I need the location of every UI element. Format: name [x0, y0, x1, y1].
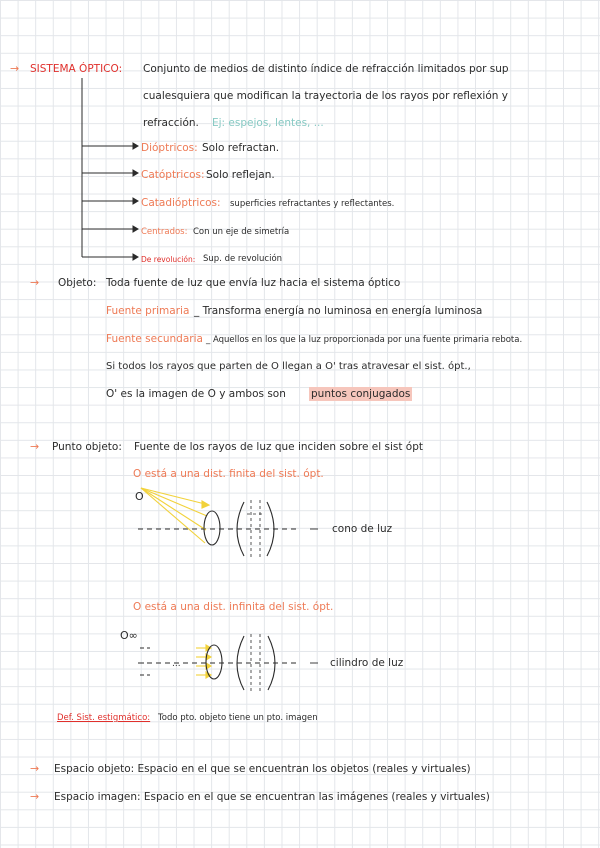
puntos-conjugados-highlight: puntos conjugados	[311, 388, 411, 400]
fuente-primaria-desc: _ Transforma energía no luminosa en energía luminosa	[194, 305, 483, 317]
punto-objeto-def: Fuente de los rayos de luz que inciden sobre el sist ópt	[134, 441, 424, 453]
object-o-label: O	[135, 490, 144, 503]
bullet-arrow: →	[30, 790, 40, 803]
conjugados-line1: Si todos los rayos que parten de O llegan a O' tras atravesar el sist. ópt.,	[106, 361, 471, 372]
infinity-dots: ...	[172, 659, 181, 669]
bullet-arrow: →	[30, 762, 40, 775]
branch-desc-dioptricos: Solo refractan.	[202, 142, 280, 154]
branch-label-catoptricos: Catóptricos:	[141, 169, 205, 181]
fuente-secundaria-label: Fuente secundaria	[106, 333, 203, 345]
bullet-arrow: →	[10, 62, 20, 75]
branch-label-centrados: Centrados:	[141, 227, 188, 237]
case-infinite-label: O está a una dist. infinita del sist. ópt.	[133, 601, 334, 613]
branch-label-dioptricos: Dióptricos:	[141, 142, 198, 154]
object-oinf-label: O∞	[120, 629, 138, 642]
objeto-label: Objeto:	[58, 277, 97, 289]
punto-objeto-label: Punto objeto:	[52, 441, 122, 453]
sistema-optico-def-line1: Conjunto de medios de distinto índice de refracción limitados por sup	[143, 63, 509, 75]
cono-de-luz-label: cono de luz	[332, 523, 393, 535]
branch-label-revolucion: De revolución:	[141, 255, 196, 264]
branch-desc-centrados: Con un eje de simetría	[193, 227, 290, 237]
bullet-arrow: →	[30, 276, 40, 289]
fuente-secundaria-desc: _ Aquellos en los que la luz proporcionada por una fuente primaria rebota.	[206, 335, 523, 345]
sistema-optico-title: SISTEMA ÓPTICO:	[30, 63, 123, 75]
branch-label-catadioptricos: Catadióptricos:	[141, 197, 221, 209]
sistema-optico-examples: Ej: espejos, lentes, ...	[212, 117, 324, 129]
branch-desc-revolucion: Sup. de revolución	[203, 254, 283, 264]
branch-desc-catadioptricos: superficies refractantes y reflectantes.	[230, 199, 395, 209]
case-finite-label: O está a una dist. finita del sist. ópt.	[133, 468, 324, 480]
conjugados-line2: O' es la imagen de O y ambos son	[106, 388, 286, 400]
fuente-primaria-label: Fuente primaria	[106, 305, 190, 317]
objeto-def: Toda fuente de luz que envía luz hacia el sistema óptico	[106, 277, 401, 289]
sistema-optico-def-line3: refracción.	[143, 117, 199, 129]
cilindro-de-luz-label: cilindro de luz	[330, 657, 404, 669]
estigmatico-desc: Todo pto. objeto tiene un pto. imagen	[158, 713, 318, 723]
sistema-optico-def-line2: cualesquiera que modifican la trayectoria de los rayos por reflexión y	[143, 90, 508, 102]
estigmatico-label: Def. Sist. estigmático:	[57, 713, 151, 723]
branch-desc-catoptricos: Solo reflejan.	[206, 169, 275, 181]
espacio-objeto: Espacio objeto: Espacio en el que se encuentran los objetos (reales y virtuales)	[54, 763, 471, 775]
espacio-imagen: Espacio imagen: Espacio en el que se encuentran las imágenes (reales y virtuales)	[54, 791, 490, 803]
bullet-arrow: →	[30, 440, 40, 453]
